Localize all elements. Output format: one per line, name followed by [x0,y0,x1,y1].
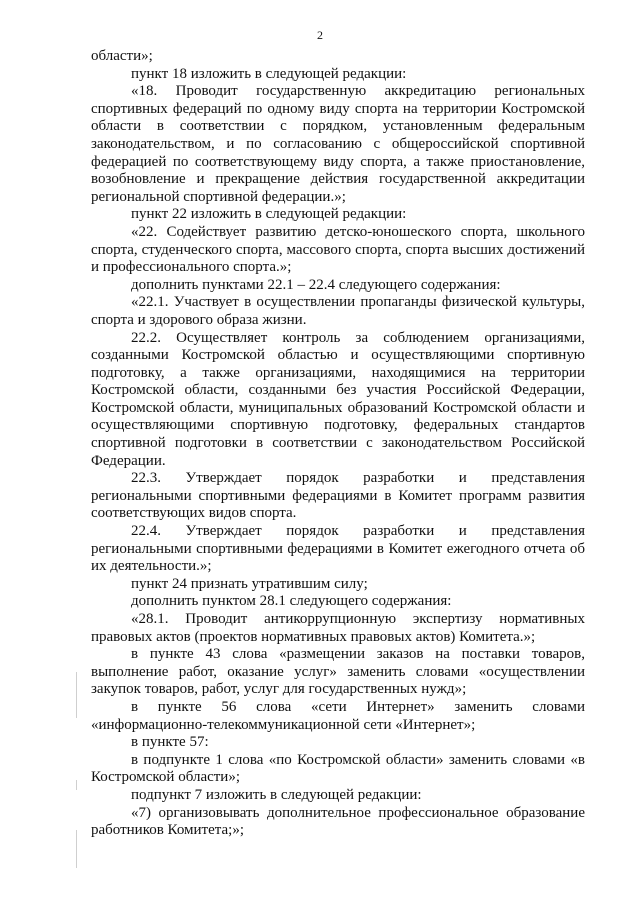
paragraph: в пункте 57: [131,734,209,751]
paragraph: области»; [91,48,153,64]
paragraph: «22. Содействует развитию детско-юношеского спорта, школьного спорта, студенческого спорта, массового спорта, спорта высших достижений и профессионального спорта.»; [91,223,585,276]
paragraph: подпункт 7 изложить в следующей редакции: [131,786,422,803]
paragraph: пункт 22 изложить в следующей редакции: [131,206,407,223]
paragraph: дополнить пунктами 22.1 – 22.4 следующего содержания: [131,276,501,293]
scan-margin-mark [76,780,77,790]
scan-margin-mark [76,672,77,718]
scan-margin-mark [76,830,77,868]
paragraph: «28.1. Проводит антикоррупционную экспертизу нормативных правовых актов (проектов нормативных правовых актов) Комитета.»; [91,611,585,645]
paragraph: пункт 24 признать утратившим силу; [131,575,368,592]
paragraph: «22.1. Участвует в осуществлении пропаганды физической культуры, спорта и здорового образа жизни. [91,294,585,328]
paragraph: пункт 18 изложить в следующей редакции: [131,65,407,82]
page-number: 2 [317,28,323,42]
paragraph: 22.3. Утверждает порядок разработки и представления региональными спортивными федерациями в Комитет программ развития соответствующих видов спорта. [91,470,585,522]
paragraph: «18. Проводит государственную аккредитацию региональных спортивных федераций по одному виду спорта на территории Костромской области в соответствии с порядком, установленным федеральным законодательством, и по согласованию с общероссийской спортивной федерацией по соответствующему виду спорта, а также приостановление, возобновление и прекращение действия государственной аккредитации региональной спортивной федерации.»; [91,83,585,205]
paragraph: «7) организовывать дополнительное профессиональное образование работников Комитета;»; [91,804,585,839]
paragraph: дополнить пунктом 28.1 следующего содержания: [131,593,452,610]
paragraph: в пункте 56 слова «сети Интернет» заменить словами «информационно-телекоммуникационной сети «Интернет»; [91,698,585,733]
paragraph: в подпункте 1 слова «по Костромской области» заменить словами «в Костромской области»; [91,751,585,786]
document-body [91,48,585,840]
paragraph: 22.4. Утверждает порядок разработки и представления региональными спортивными федерациями в Комитет ежегодного отчета об их деятельности.»; [91,523,585,575]
paragraph: в пункте 43 слова «размещении заказов на поставки товаров, выполнение работ, оказание услуг» заменить словами «осуществлении закупок товаров, работ, услуг для государственных нужд»; [91,646,585,698]
paragraph: 22.2. Осуществляет контроль за соблюдением организациями, созданными Костромской областью и осуществляющими спортивную подготовку, а также организациями, находящимися на территории Костромской области, созданными без участия Российской Федерации, Костромской области, муниципальных образований Костромской области и осуществляющими спортивную подготовку, федеральных стандартов спортивной подготовки в соответствии с законодательством Российской Федерации. [91,329,585,469]
